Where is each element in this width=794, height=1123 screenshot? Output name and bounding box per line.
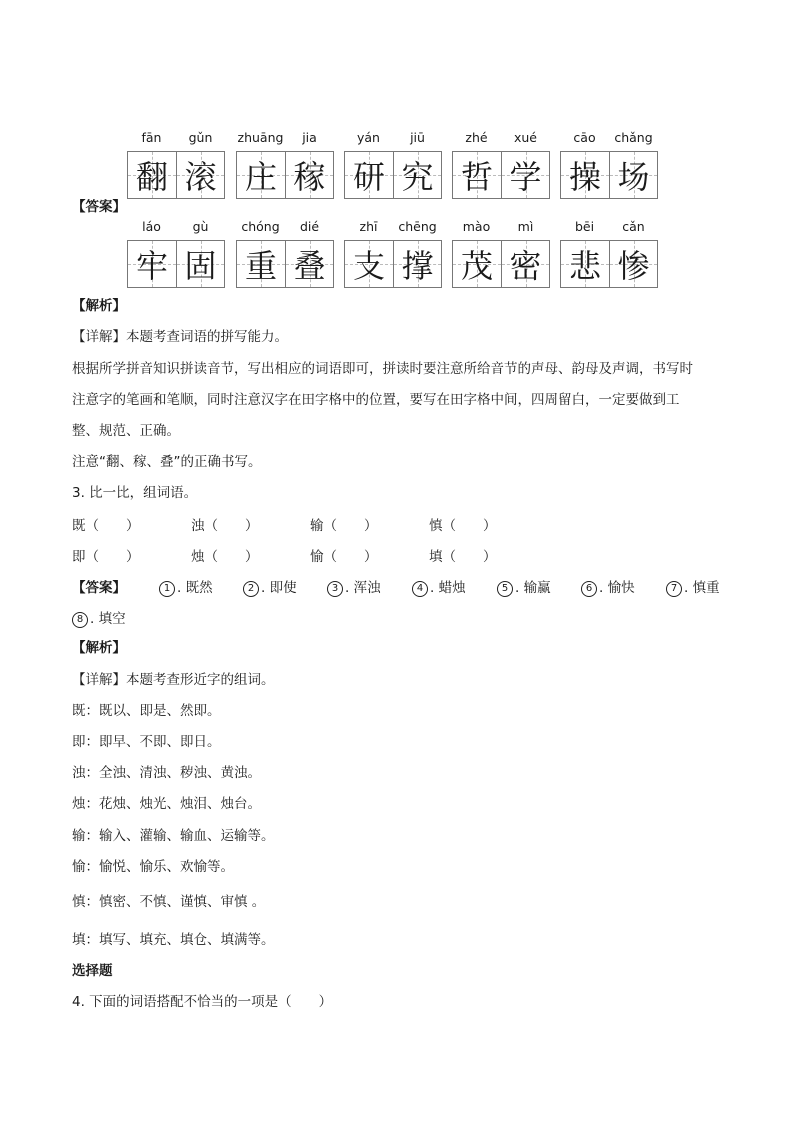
tianzi-grid xyxy=(560,240,658,288)
hanzi: 撑 xyxy=(401,247,434,285)
compare-item: 填（ ） xyxy=(429,549,497,565)
answer-item xyxy=(159,576,213,597)
answer-label: 【答案】 xyxy=(72,199,126,215)
word-group xyxy=(344,130,442,210)
paragraph-line: 整、规范、正确。 xyxy=(72,423,180,439)
paragraph-line: 注意“翻、稼、叠”的正确书写。 xyxy=(72,454,262,470)
circled-number: 5 xyxy=(497,581,513,597)
answer-item xyxy=(666,576,720,597)
tianzi-grid xyxy=(127,240,225,288)
paragraph-line: 根据所学拼音知识拼读音节，写出相应的词语即可，拼读时要注意所给音节的声母、韵母及声调，书写时 xyxy=(72,361,693,377)
question-4: 4. 下面的词语搭配不恰当的一项是（ ） xyxy=(72,994,333,1010)
hanzi: 稼 xyxy=(293,158,326,196)
pinyin: chēng xyxy=(398,219,437,234)
pinyin: gǔn xyxy=(188,130,213,145)
word-line: 愉：愉悦、愉乐、欢愉等。 xyxy=(72,859,234,875)
analysis-label: 【解析】 xyxy=(72,640,126,656)
answer-label: 【答案】 xyxy=(72,580,126,596)
answer-item xyxy=(412,576,466,597)
hanzi: 固 xyxy=(184,247,217,285)
hanzi: 研 xyxy=(352,158,385,196)
pinyin: bēi xyxy=(574,219,595,234)
circled-number: 4 xyxy=(412,581,428,597)
hanzi: 庄 xyxy=(244,158,277,196)
hanzi: 叠 xyxy=(293,247,326,285)
word-line: 输：输入、灌输、输血、运输等。 xyxy=(72,828,275,844)
question-3-title: 3. 比一比，组词语。 xyxy=(72,485,198,501)
hanzi: 重 xyxy=(244,247,277,285)
pinyin: xué xyxy=(513,130,537,145)
word-line: 慎：慎密、不慎、谨慎、审慎 。 xyxy=(72,894,266,910)
answer-text: . 输赢 xyxy=(515,580,551,596)
answer-item xyxy=(243,576,297,597)
analysis-label: 【解析】 xyxy=(72,298,126,314)
compare-item: 烛（ ） xyxy=(191,549,259,565)
hanzi: 惨 xyxy=(617,247,650,285)
pinyin: gù xyxy=(192,219,209,234)
word-line: 既：既以、即是、然即。 xyxy=(72,703,221,719)
compare-item: 即（ ） xyxy=(72,549,140,565)
word-group xyxy=(344,219,442,299)
word-group xyxy=(452,219,550,299)
hanzi: 密 xyxy=(509,247,542,285)
compare-item: 浊（ ） xyxy=(191,518,259,534)
hanzi: 翻 xyxy=(135,158,168,196)
answer-text: . 填空 xyxy=(90,611,126,627)
hanzi: 学 xyxy=(509,158,542,196)
word-group xyxy=(560,219,658,299)
hanzi: 场 xyxy=(617,158,650,196)
pinyin: yán xyxy=(357,130,380,145)
pinyin-grid-2 xyxy=(127,219,667,299)
tianzi-grid xyxy=(560,151,658,199)
word-line: 填：填写、填充、填仓、填满等。 xyxy=(72,932,275,948)
section-title: 选择题 xyxy=(72,963,113,979)
compare-item: 输（ ） xyxy=(310,518,378,534)
compare-item: 愉（ ） xyxy=(310,549,378,565)
hanzi: 牢 xyxy=(135,247,168,285)
circled-number: 6 xyxy=(581,581,597,597)
word-line: 浊：全浊、清浊、秽浊、黄浊。 xyxy=(72,765,261,781)
tianzi-grid xyxy=(236,240,334,288)
pinyin: fān xyxy=(141,130,162,145)
circled-number: 1 xyxy=(159,581,175,597)
word-group xyxy=(560,130,658,210)
tianzi-grid xyxy=(344,240,442,288)
pinyin: chǎng xyxy=(614,130,653,145)
pinyin: chóng xyxy=(241,219,280,234)
hanzi: 操 xyxy=(568,158,601,196)
detail-text: 【详解】本题考查词语的拼写能力。 xyxy=(72,329,288,345)
answers-row xyxy=(72,576,732,596)
pinyin: mào xyxy=(462,219,491,234)
pinyin: zhī xyxy=(359,219,378,234)
word-group xyxy=(127,130,225,210)
hanzi: 支 xyxy=(352,247,385,285)
hanzi: 滚 xyxy=(184,158,217,196)
answer-text: . 即使 xyxy=(261,580,297,596)
pinyin: zhuāng xyxy=(237,130,284,145)
pinyin: dié xyxy=(299,219,320,234)
pinyin: mì xyxy=(517,219,534,234)
circled-number: 7 xyxy=(666,581,682,597)
word-group xyxy=(236,130,334,210)
answer-text: . 愉快 xyxy=(599,580,635,596)
word-group xyxy=(452,130,550,210)
answer-item xyxy=(497,576,551,597)
word-line: 即：即早、不即、即日。 xyxy=(72,734,221,750)
circled-number: 8 xyxy=(72,612,88,628)
answer-text: . 浑浊 xyxy=(345,580,381,596)
word-group xyxy=(236,219,334,299)
compare-item: 慎（ ） xyxy=(429,518,497,534)
answer-text: . 慎重 xyxy=(684,580,720,596)
pinyin: láo xyxy=(142,219,161,234)
tianzi-grid xyxy=(236,151,334,199)
word-line: 烛：花烛、烛光、烛泪、烛台。 xyxy=(72,796,261,812)
tianzi-grid xyxy=(127,151,225,199)
pinyin: jiū xyxy=(410,130,425,145)
answer-text: . 蜡烛 xyxy=(430,580,466,596)
tianzi-grid xyxy=(452,151,550,199)
paragraph-line: 注意字的笔画和笔顺，同时注意汉字在田字格中的位置，要写在田字格中间，四周留白，一定要做到工 xyxy=(72,392,680,408)
circled-number: 2 xyxy=(243,581,259,597)
hanzi: 茂 xyxy=(460,247,493,285)
pinyin: zhé xyxy=(465,130,488,145)
tianzi-grid xyxy=(452,240,550,288)
compare-item: 既（ ） xyxy=(72,518,140,534)
hanzi: 究 xyxy=(401,158,434,196)
detail-text: 【详解】本题考查形近字的组词。 xyxy=(72,672,275,688)
answer-text: . 既然 xyxy=(177,580,213,596)
hanzi: 悲 xyxy=(568,247,601,285)
answer-item xyxy=(72,607,126,628)
hanzi: 哲 xyxy=(460,158,493,196)
answer-item xyxy=(581,576,635,597)
pinyin-grid-1 xyxy=(127,130,667,210)
pinyin: cāo xyxy=(573,130,596,145)
pinyin: jia xyxy=(302,130,317,145)
tianzi-grid xyxy=(344,151,442,199)
circled-number: 3 xyxy=(327,581,343,597)
pinyin: cǎn xyxy=(622,219,645,234)
answer-item xyxy=(327,576,381,597)
word-group xyxy=(127,219,225,299)
